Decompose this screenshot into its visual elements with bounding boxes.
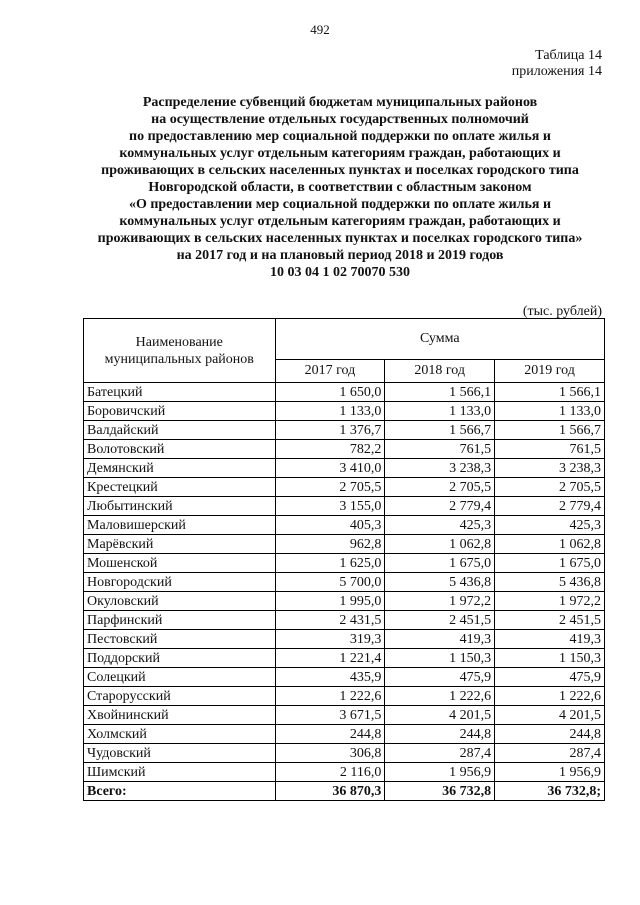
table-row xyxy=(84,402,605,421)
table-row xyxy=(84,592,605,611)
value-2018-cell: 3 238,3 xyxy=(385,459,495,478)
district-name-cell: Пестовский xyxy=(84,630,276,649)
value-2017-cell: 2 705,5 xyxy=(275,478,385,497)
title-line: Распределение субвенций бюджетам муниципальных районов xyxy=(142,95,538,110)
table-row xyxy=(84,649,605,668)
sum-header: Сумма xyxy=(275,319,604,360)
table-row xyxy=(84,630,605,649)
value-2019-cell: 1 150,3 xyxy=(495,649,605,668)
table-row xyxy=(84,478,605,497)
value-2017-cell: 2 431,5 xyxy=(275,611,385,630)
district-name-cell: Солецкий xyxy=(84,668,276,687)
value-2018-cell: 1 566,7 xyxy=(385,421,495,440)
year-2018-header: 2018 год xyxy=(385,360,495,383)
value-2019-cell: 4 201,5 xyxy=(495,706,605,725)
value-2018-cell: 1 222,6 xyxy=(385,687,495,706)
value-2019-cell: 1 675,0 xyxy=(495,554,605,573)
table-reference xyxy=(512,48,602,80)
table-row xyxy=(84,668,605,687)
value-2017-cell: 319,3 xyxy=(275,630,385,649)
value-2019-cell: 1 062,8 xyxy=(495,535,605,554)
value-2017-cell: 3 671,5 xyxy=(275,706,385,725)
district-name-cell: Демянский xyxy=(84,459,276,478)
district-name-cell: Волотовский xyxy=(84,440,276,459)
value-2017-cell: 5 700,0 xyxy=(275,573,385,592)
value-2018-cell: 1 062,8 xyxy=(385,535,495,554)
total-2019: 36 732,8; xyxy=(495,782,605,801)
table-row xyxy=(84,383,605,402)
value-2019-cell: 244,8 xyxy=(495,725,605,744)
total-row xyxy=(84,782,605,801)
value-2019-cell: 3 238,3 xyxy=(495,459,605,478)
district-name-cell: Хвойнинский xyxy=(84,706,276,725)
title-line: Новгородской области, в соответствии с областным законом xyxy=(148,180,532,195)
value-2018-cell: 475,9 xyxy=(385,668,495,687)
value-2018-cell: 4 201,5 xyxy=(385,706,495,725)
value-2017-cell: 3 410,0 xyxy=(275,459,385,478)
value-2017-cell: 3 155,0 xyxy=(275,497,385,516)
title-line: на 2017 год и на плановый период 2018 и 2019 годов xyxy=(176,248,504,263)
value-2019-cell: 1 972,2 xyxy=(495,592,605,611)
value-2019-cell: 1 222,6 xyxy=(495,687,605,706)
total-label: Всего: xyxy=(84,782,276,801)
value-2017-cell: 1 133,0 xyxy=(275,402,385,421)
table-row xyxy=(84,744,605,763)
district-name-cell: Марёвский xyxy=(84,535,276,554)
value-2019-cell: 475,9 xyxy=(495,668,605,687)
table-row xyxy=(84,573,605,592)
district-name-cell: Старорусский xyxy=(84,687,276,706)
value-2017-cell: 1 625,0 xyxy=(275,554,385,573)
value-2019-cell: 425,3 xyxy=(495,516,605,535)
year-2017-header: 2017 год xyxy=(275,360,385,383)
district-name-cell: Мошенской xyxy=(84,554,276,573)
total-2018: 36 732,8 xyxy=(385,782,495,801)
table-row xyxy=(84,763,605,782)
district-name-cell: Новгородский xyxy=(84,573,276,592)
value-2017-cell: 435,9 xyxy=(275,668,385,687)
value-2019-cell: 287,4 xyxy=(495,744,605,763)
value-2019-cell: 1 566,7 xyxy=(495,421,605,440)
district-name-cell: Окуловский xyxy=(84,592,276,611)
table-row xyxy=(84,687,605,706)
value-2017-cell: 1 995,0 xyxy=(275,592,385,611)
title-line: коммунальных услуг отдельным категориям граждан, работающих и xyxy=(119,214,561,229)
value-2017-cell: 1 650,0 xyxy=(275,383,385,402)
value-2017-cell: 405,3 xyxy=(275,516,385,535)
value-2019-cell: 2 779,4 xyxy=(495,497,605,516)
page-number: 492 xyxy=(310,22,330,37)
table-row xyxy=(84,459,605,478)
table-row xyxy=(84,611,605,630)
value-2017-cell: 962,8 xyxy=(275,535,385,554)
table-number: Таблица 14 xyxy=(535,48,602,63)
district-name-cell: Боровичский xyxy=(84,402,276,421)
units-label: (тыс. рублей) xyxy=(522,304,602,319)
table-row xyxy=(84,706,605,725)
value-2018-cell: 419,3 xyxy=(385,630,495,649)
district-name-cell: Любытинский xyxy=(84,497,276,516)
subsidy-table xyxy=(83,318,605,801)
value-2018-cell: 761,5 xyxy=(385,440,495,459)
title-line: проживающих в сельских населенных пунктах и поселках городского типа» xyxy=(97,231,583,246)
value-2018-cell: 1 972,2 xyxy=(385,592,495,611)
value-2017-cell: 244,8 xyxy=(275,725,385,744)
value-2019-cell: 761,5 xyxy=(495,440,605,459)
value-2018-cell: 5 436,8 xyxy=(385,573,495,592)
value-2019-cell: 2 705,5 xyxy=(495,478,605,497)
value-2017-cell: 2 116,0 xyxy=(275,763,385,782)
table-body xyxy=(84,383,605,782)
value-2018-cell: 2 451,5 xyxy=(385,611,495,630)
title-line: по предоставлению мер социальной поддержки по оплате жилья и xyxy=(129,129,551,144)
title-line: «О предоставлении мер социальной поддержки по оплате жилья и xyxy=(128,197,552,212)
district-name-cell: Чудовский xyxy=(84,744,276,763)
district-name-cell: Поддорский xyxy=(84,649,276,668)
district-name-cell: Маловишерский xyxy=(84,516,276,535)
table-row xyxy=(84,497,605,516)
value-2019-cell: 2 451,5 xyxy=(495,611,605,630)
value-2018-cell: 2 779,4 xyxy=(385,497,495,516)
document-title xyxy=(60,94,620,281)
district-name-cell: Батецкий xyxy=(84,383,276,402)
district-name-cell: Шимский xyxy=(84,763,276,782)
value-2018-cell: 244,8 xyxy=(385,725,495,744)
district-name-cell: Валдайский xyxy=(84,421,276,440)
district-name-cell: Крестецкий xyxy=(84,478,276,497)
value-2019-cell: 1 956,9 xyxy=(495,763,605,782)
table-row xyxy=(84,535,605,554)
year-2019-header: 2019 год xyxy=(495,360,605,383)
table-row xyxy=(84,421,605,440)
total-2017: 36 870,3 xyxy=(275,782,385,801)
district-name-cell: Парфинский xyxy=(84,611,276,630)
value-2018-cell: 1 150,3 xyxy=(385,649,495,668)
table-row xyxy=(84,725,605,744)
value-2017-cell: 1 376,7 xyxy=(275,421,385,440)
value-2018-cell: 1 956,9 xyxy=(385,763,495,782)
value-2017-cell: 782,2 xyxy=(275,440,385,459)
value-2017-cell: 1 221,4 xyxy=(275,649,385,668)
district-name-cell: Холмский xyxy=(84,725,276,744)
value-2018-cell: 2 705,5 xyxy=(385,478,495,497)
value-2017-cell: 1 222,6 xyxy=(275,687,385,706)
value-2018-cell: 425,3 xyxy=(385,516,495,535)
value-2019-cell: 419,3 xyxy=(495,630,605,649)
value-2017-cell: 306,8 xyxy=(275,744,385,763)
appendix-number: приложения 14 xyxy=(511,64,602,79)
title-line: на осуществление отдельных государственных полномочий xyxy=(151,112,529,127)
title-line: коммунальных услуг отдельным категориям граждан, работающих и xyxy=(119,146,561,161)
value-2019-cell: 1 133,0 xyxy=(495,402,605,421)
table-row xyxy=(84,440,605,459)
value-2019-cell: 1 566,1 xyxy=(495,383,605,402)
value-2018-cell: 287,4 xyxy=(385,744,495,763)
value-2018-cell: 1 566,1 xyxy=(385,383,495,402)
table-row xyxy=(84,554,605,573)
budget-code: 10 03 04 1 02 70070 530 xyxy=(270,265,410,280)
title-line: проживающих в сельских населенных пунктах и поселках городского типа xyxy=(101,163,579,178)
value-2019-cell: 5 436,8 xyxy=(495,573,605,592)
table-row xyxy=(84,516,605,535)
value-2018-cell: 1 675,0 xyxy=(385,554,495,573)
district-name-header: Наименование муниципальных районов xyxy=(84,319,276,383)
value-2018-cell: 1 133,0 xyxy=(385,402,495,421)
